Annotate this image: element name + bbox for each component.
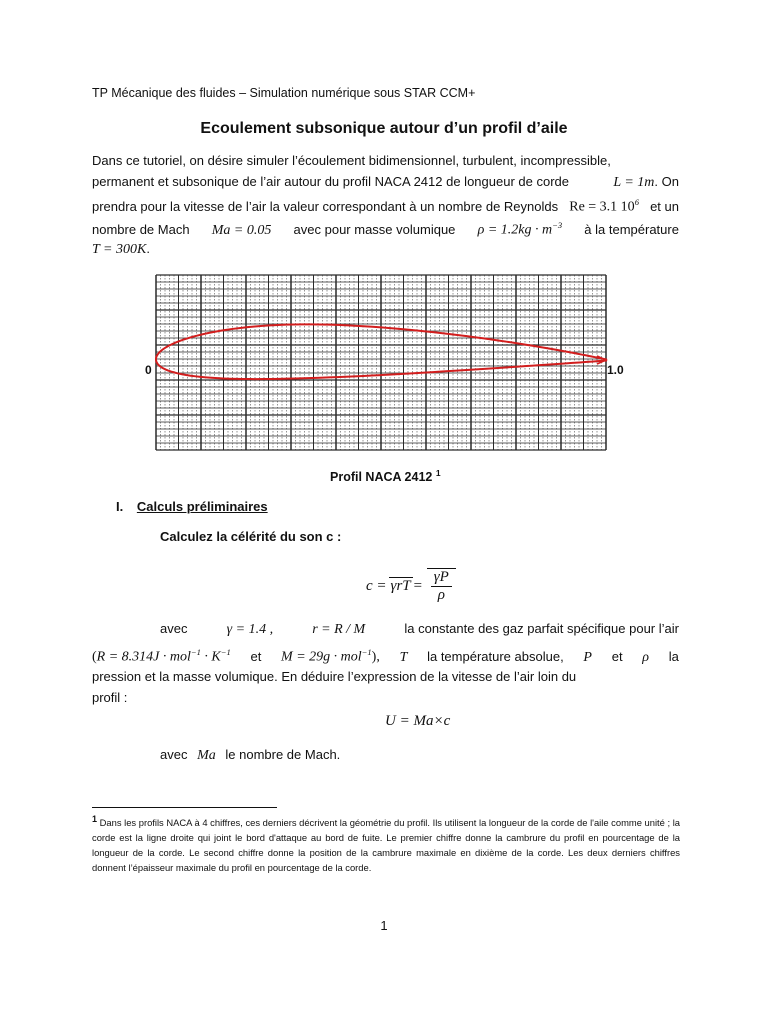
intro-line-4-text-b: avec pour masse volumique bbox=[293, 221, 456, 237]
kelvin-exponent: −1 bbox=[220, 647, 231, 657]
temperature-formula: T = 300K bbox=[92, 242, 147, 257]
constants-line-4: profil : bbox=[92, 690, 128, 705]
intro-line-4-text-a: nombre de Mach bbox=[92, 221, 190, 237]
intro-line-3-end: et un bbox=[650, 198, 679, 214]
constants-paragraph bbox=[92, 618, 679, 708]
section-numeral: I. bbox=[116, 499, 124, 514]
et2-label: et bbox=[611, 648, 623, 664]
page-title: Ecoulement subsonique autour d’un profil d’aile bbox=[200, 120, 568, 137]
intro-line-4 bbox=[92, 215, 679, 238]
fraction-numerator: γP bbox=[431, 569, 452, 587]
chord-end-label: 1.0 bbox=[607, 363, 624, 377]
fraction-denominator: ρ bbox=[437, 587, 445, 603]
m-value-base: M = 29g · mol bbox=[281, 649, 362, 665]
avec2-label: avec bbox=[160, 747, 188, 762]
intro-line-1: Dans ce tutoriel, on désire simuler l’écoulement bidimensionnel, turbulent, incompressible, bbox=[92, 153, 611, 168]
chord-start-label: 0 bbox=[145, 363, 152, 377]
kelvin-part: · K bbox=[200, 649, 221, 665]
p-symbol: P bbox=[583, 649, 592, 665]
gamma-r-t: γrT bbox=[390, 578, 411, 594]
footnote-reference: 1 bbox=[435, 468, 441, 478]
intro-line-5 bbox=[92, 238, 679, 259]
sqrt-gamma-r-t bbox=[389, 577, 413, 595]
document-header: TP Mécanique des fluides – Simulation numérique sous STAR CCM+ bbox=[92, 86, 476, 100]
figure-caption-text: Profil NACA 2412 bbox=[330, 470, 433, 485]
intro-line-2-tail bbox=[613, 171, 679, 193]
constants-line-2 bbox=[92, 642, 679, 666]
page-number: 1 bbox=[380, 918, 388, 933]
reynolds-base: Re = 3.1 10 bbox=[569, 199, 635, 215]
intro-line-4-text-c: à la température bbox=[584, 221, 679, 237]
m-exponent: −1 bbox=[361, 647, 372, 657]
sound-speed-instruction: Calculez la célérité du son c : bbox=[160, 529, 342, 544]
chord-length-formula: L = 1m bbox=[613, 175, 655, 190]
intro-paragraph bbox=[92, 150, 679, 259]
sqrt-gamma-p-over-rho bbox=[427, 568, 456, 604]
reynolds-formula bbox=[569, 192, 639, 218]
density-formula bbox=[478, 215, 563, 241]
reynolds-exponent: 6 bbox=[634, 197, 639, 207]
paren-close: ), bbox=[371, 649, 380, 665]
c-lhs: c = bbox=[366, 577, 387, 594]
fraction bbox=[431, 569, 452, 604]
m-value bbox=[281, 642, 380, 668]
rho-symbol: ρ bbox=[642, 649, 650, 665]
intro-line-5-end: . bbox=[146, 241, 150, 256]
t-symbol: T bbox=[399, 649, 408, 665]
section-title-text: Calculs préliminaires bbox=[136, 499, 268, 514]
constants-line-1 bbox=[92, 618, 679, 642]
paren-open: ( bbox=[92, 649, 97, 665]
velocity-equation: U = Ma×c bbox=[385, 713, 451, 729]
intro-line-2-text: permanent et subsonique de l’air autour du profil NACA 2412 de longueur de corde bbox=[92, 174, 569, 189]
c-equals: = bbox=[412, 577, 423, 594]
mach-formula: Ma = 0.05 bbox=[211, 222, 272, 238]
section-heading bbox=[116, 499, 268, 514]
footnote bbox=[92, 812, 680, 875]
sound-speed-equation bbox=[366, 564, 456, 608]
intro-line-3 bbox=[92, 192, 679, 215]
density-base: ρ = 1.2kg · m bbox=[477, 222, 553, 238]
airfoil-grid bbox=[156, 275, 606, 450]
intro-line-3-text: prendra pour la vitesse de l’air la valeur correspondant à un nombre de Reynolds bbox=[92, 198, 559, 214]
la-label: la bbox=[668, 648, 679, 664]
mach-definition bbox=[160, 747, 340, 764]
et-label: et bbox=[250, 648, 262, 664]
r-value bbox=[92, 642, 231, 668]
airfoil-figure bbox=[140, 272, 632, 457]
mol-exponent: −1 bbox=[190, 647, 201, 657]
temp-absolute-text: la température absolue, bbox=[427, 648, 564, 664]
constants-line-3: pression et la masse volumique. En déduire l’expression de la vitesse de l’air loin du bbox=[92, 669, 577, 684]
r-value-base: R = 8.314J · mol bbox=[96, 649, 191, 665]
gas-constant-text: la constante des gaz parfait spécifique pour l’air bbox=[404, 621, 679, 636]
footnote-text: Dans les profils NACA à 4 chiffres, ces derniers décrivent la géométrie du profil. Ils utilisent la longueur de la corde de l'aile comme unité ; la corde est la ligne droite qui joint le bord d'attaque au bord de fuite. Le premier chiffre donne la cambrure du profil en pourcentage de la longueur de la corde. Le second chiffre donne la position de la cambrure maximale en dixième de la corde. Les deux derniers chiffres donnent l’épaisseur maximale du profil en pourcentage de la corde. bbox=[92, 817, 680, 874]
density-exponent: −3 bbox=[552, 220, 563, 230]
ma-symbol: Ma bbox=[197, 748, 216, 763]
r-formula: r = R / M bbox=[312, 622, 366, 637]
figure-caption bbox=[330, 468, 441, 484]
intro-line-2 bbox=[92, 171, 679, 192]
section-title bbox=[137, 499, 268, 514]
avec-label: avec bbox=[160, 621, 188, 636]
gamma-value: γ = 1.4 , bbox=[226, 622, 274, 637]
mach-number-text: le nombre de Mach. bbox=[225, 747, 341, 762]
footnote-marker: 1 bbox=[92, 814, 98, 824]
footnote-separator bbox=[92, 807, 277, 808]
intro-line-2-end: . On bbox=[654, 174, 679, 189]
